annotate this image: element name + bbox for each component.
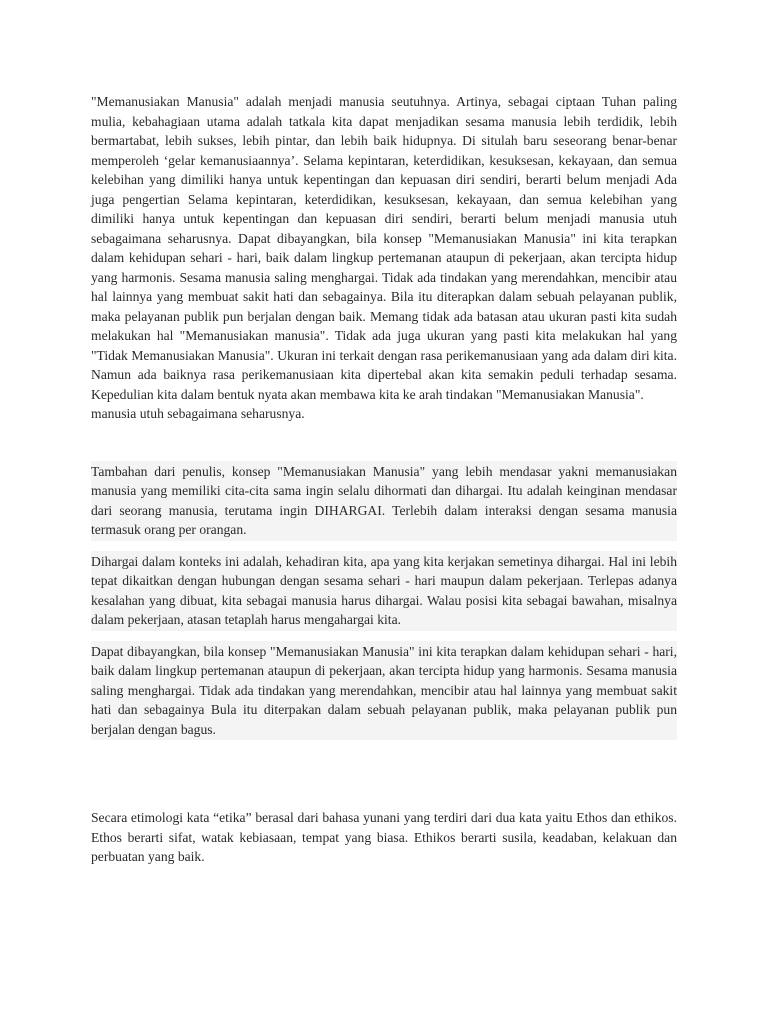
paragraph-dapat-dibayangkan: Dapat dibayangkan, bila konsep "Memanusiakan Manusia" ini kita terapkan dalam kehidupan sehari - hari, baik dalam lingkup pertemanan ataupun di pekerjaan, akan tercipta hidup yang harmonis. Sesama manusia saling menghargai. Tidak ada tindakan yang merendahkan, mencibir atau hal lainnya yang membuat sakit hati dan sebagainya Bula itu diterpakan dalam sebuah pelayanan publik, maka pelayanan publik pun berjalan dengan bagus.: [91, 641, 677, 741]
paragraph-memanusiakan-manusia: "Memanusiakan Manusia" adalah menjadi manusia seutuhnya. Artinya, sebagai ciptaan Tuhan paling mulia, kebahagiaan utama adalah tatkala kita dapat menjadikan sesama manusia lebih terdidik, lebih bermartabat, lebih sukses, lebih pintar, dan lebih baik hidupnya. Di situlah baru seseorang benar-benar memperoleh ‘gelar kemanusiaannya’. Selama kepintaran, keterdidikan, kesuksesan, kekayaan, dan semua kelebihan yang dimiliki hanya untuk kepentingan dan kepuasan diri sendiri, berarti belum menjadi Ada juga pengertian Selama kepintaran, keterdidikan, kesuksesan, kekayaan, dan semua kelebihan yang dimiliki hanya untuk kepentingan dan kepuasan diri sendiri, berarti belum menjadi manusia utuh sebagaimana seharusnya. Dapat dibayangkan, bila konsep "Memanusiakan Manusia" ini kita terapkan dalam kehidupan sehari - hari, baik dalam lingkup pertemanan ataupun di pekerjaan, akan tercipta hidup yang harmonis. Sesama manusia saling menghargai. Tidak ada tindakan yang merendahkan, mencibir atau hal lainnya yang membuat sakit hati dan sebagainya. Bila itu diterapkan dalam sebuah pelayanan publik, maka pelayanan publik pun berjalan dengan baik. Memang tidak ada batasan atau ukuran pasti kita sudah melakukan hal "Memanusiakan manusia". Tidak ada juga ukuran yang pasti kita melakukan hal yang "Tidak Memanusiakan Manusia". Ukuran ini terkait dengan rasa perikemanusiaan yang ada dalam diri kita. Namun ada baiknya rasa perikemanusiaan kita dipertebal akan kita semakin peduli terhadap sesama. Kepedulian kita dalam bentuk nyata akan membawa kita ke arah tindakan "Memanusiakan Manusia".: [91, 94, 677, 402]
paragraph-tambahan-penulis: Tambahan dari penulis, konsep "Memanusiakan Manusia" yang lebih mendasar yakni memanusiakan manusia yang memiliki cita-cita sama ingin selalu dihormati dan dihargai. Itu adalah keinginan mendasar dari seorang manusia, terutama ingin DIHARGAI. Terlebih dalam interaksi dengan sesama manusia termasuk orang per orangan.: [91, 461, 677, 541]
paragraph-trailing-line: manusia utuh sebagaimana seharusnya.: [91, 406, 305, 421]
paragraph-dihargai: Dihargai dalam konteks ini adalah, kehadiran kita, apa yang kita kerjakan semetinya dihargai. Hal ini lebih tepat dikaitkan dengan hubungan dengan sesama sehari - hari maupun dalam pekerjaan. Terlepas adanya kesalahan yang dibuat, kita sebagai manusia harus dihargai. Walau posisi kita sebagai bawahan, misalnya dalam pekerjaan, atasan tetaplah harus mengahargai kita.: [91, 551, 677, 631]
paragraph-etimologi-etika: Secara etimologi kata “etika” berasal dari bahasa yunani yang terdiri dari dua kata yaitu Ethos dan ethikos. Ethos berarti sifat, watak kebiasaan, tempat yang biasa. Ethikos berarti susila, keadaban, kelakuan dan perbuatan yang baik.: [91, 810, 677, 864]
document-page: [91, 92, 677, 867]
